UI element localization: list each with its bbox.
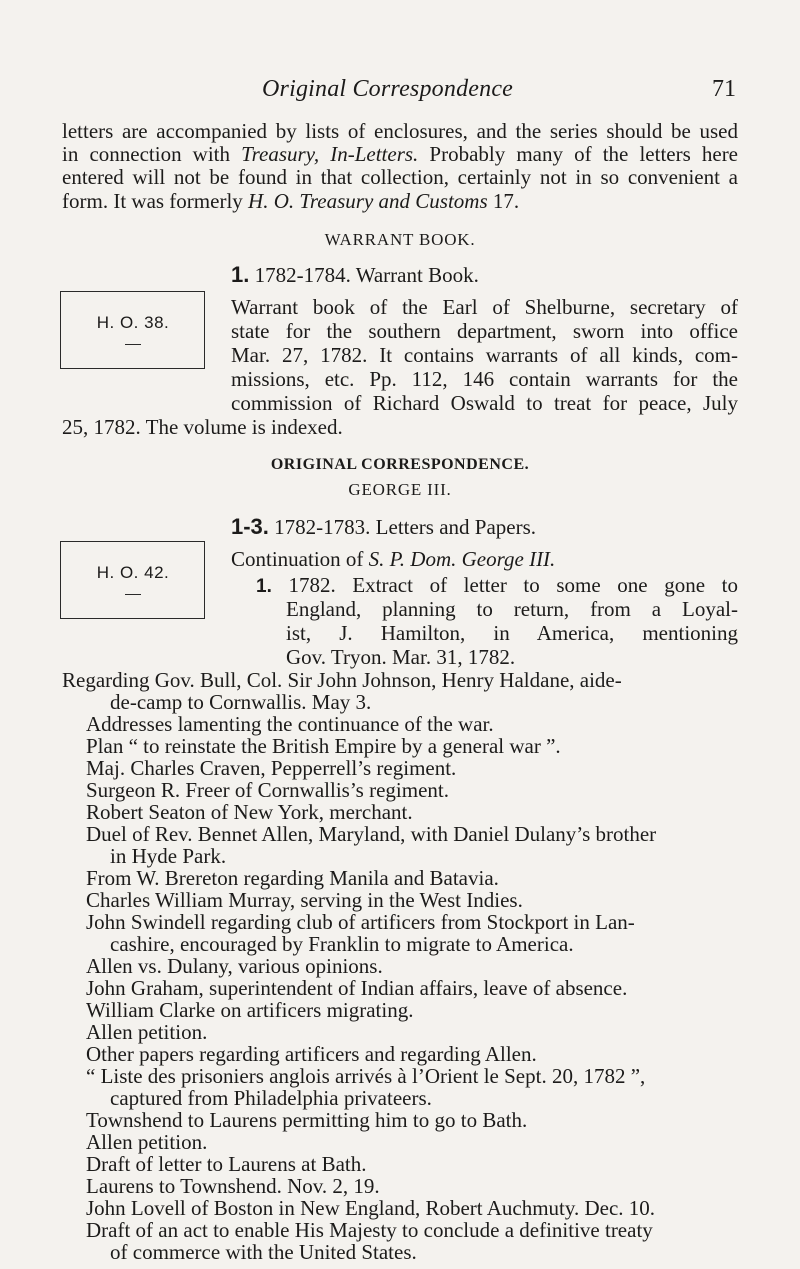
list-item: John Lovell of Boston in New England, Robert Auchmuty. Dec. 10.: [86, 1196, 656, 1220]
sub-heading-george: GEORGE III.: [348, 480, 452, 499]
intro-line: in connection with Treasury, In-Letters. Probably many of the letters here: [62, 142, 739, 166]
list-item: captured from Philadelphia privateers.: [110, 1086, 432, 1110]
warrant-line: 25, 1782. The volume is indexed.: [62, 415, 343, 439]
list-item: de-camp to Cornwallis. May 3.: [110, 690, 372, 714]
box-dash: [125, 594, 141, 595]
box-label: H. O. 42.: [96, 563, 170, 582]
list-item: Robert Seaton of New York, merchant.: [86, 800, 413, 824]
list-item: Duel of Rev. Bennet Allen, Maryland, with Daniel Dulany’s brother: [86, 822, 657, 846]
intro-line: form. It was formerly H. O. Treasury and Customs 17.: [62, 189, 520, 213]
entry-title-letters: 1-3. 1782-1783. Letters and Papers.: [231, 514, 537, 539]
list-item: John Graham, superintendent of Indian affairs, leave of absence.: [86, 976, 628, 1000]
list-item: Other papers regarding artificers and regarding Allen.: [86, 1042, 537, 1066]
list-item: Plan “ to reinstate the British Empire by a general war ”.: [86, 734, 561, 758]
entry-title-warrant: 1. 1782-1784. Warrant Book.: [231, 262, 479, 287]
intro-line: letters are accompanied by lists of enclosures, and the series should be used: [62, 119, 738, 143]
item-line: ist, J. Hamilton, in America, mentioning: [286, 621, 738, 645]
list-item: Surgeon R. Freer of Cornwallis’s regiment.: [86, 778, 449, 802]
section-heading-warrant: WARRANT BOOK.: [324, 230, 476, 249]
item-line: England, planning to return, from a Loyal-: [286, 597, 738, 621]
list-item: John Swindell regarding club of artificers from Stockport in Lan-: [86, 910, 635, 934]
list-item: Allen vs. Dulany, various opinions.: [86, 954, 383, 978]
item-line: Gov. Tryon. Mar. 31, 1782.: [286, 645, 516, 669]
list-item: Addresses lamenting the continuance of the war.: [86, 712, 494, 736]
box-dash: [125, 344, 141, 345]
list-item: in Hyde Park.: [110, 844, 227, 868]
section-heading-correspondence: ORIGINAL CORRESPONDENCE.: [270, 456, 530, 473]
list-item: William Clarke on artificers migrating.: [86, 998, 414, 1022]
page-number: 71: [712, 76, 736, 102]
running-title: Original Correspondence: [262, 76, 514, 102]
reference-box-ho38: [60, 291, 205, 369]
running-head: [0, 74, 800, 104]
warrant-line: Mar. 27, 1782. It contains warrants of all kinds, com-: [231, 343, 738, 367]
list-item: Maj. Charles Craven, Pepperrell’s regiment.: [86, 756, 457, 780]
list-item: “ Liste des prisoniers anglois arrivés à l’Orient le Sept. 20, 1782 ”,: [86, 1064, 646, 1088]
list-item: Draft of letter to Laurens at Bath.: [86, 1152, 367, 1176]
list-item: Townshend to Laurens permitting him to go to Bath.: [86, 1108, 528, 1132]
list-item: cashire, encouraged by Franklin to migrate to America.: [110, 932, 574, 956]
list-item: Allen petition.: [86, 1130, 208, 1154]
list-item: Draft of an act to enable His Majesty to conclude a definitive treaty: [86, 1218, 653, 1242]
list-item: Laurens to Townshend. Nov. 2, 19.: [86, 1174, 380, 1198]
list-item: Regarding Gov. Bull, Col. Sir John Johnson, Henry Haldane, aide-: [62, 668, 622, 692]
reference-box-ho42: [60, 541, 205, 619]
continuation-line: Continuation of S. P. Dom. George III.: [231, 547, 556, 571]
list-item: Allen petition.: [86, 1020, 208, 1044]
warrant-line: commission of Richard Oswald to treat for peace, July: [231, 391, 738, 415]
warrant-line: Warrant book of the Earl of Shelburne, secretary of: [231, 295, 738, 319]
box-label: H. O. 38.: [96, 313, 170, 332]
warrant-line: state for the southern department, sworn into office: [231, 319, 738, 343]
list-item: Charles William Murray, serving in the West Indies.: [86, 888, 523, 912]
list-item: of commerce with the United States.: [110, 1240, 417, 1264]
intro-line: entered will not be found in that collection, certainly not in so convenient a: [62, 165, 738, 189]
list-item: From W. Brereton regarding Manila and Batavia.: [86, 866, 499, 890]
item-line: 1. 1782. Extract of letter to some one gone to: [256, 573, 738, 597]
warrant-line: missions, etc. Pp. 112, 146 contain warrants for the: [231, 367, 738, 391]
